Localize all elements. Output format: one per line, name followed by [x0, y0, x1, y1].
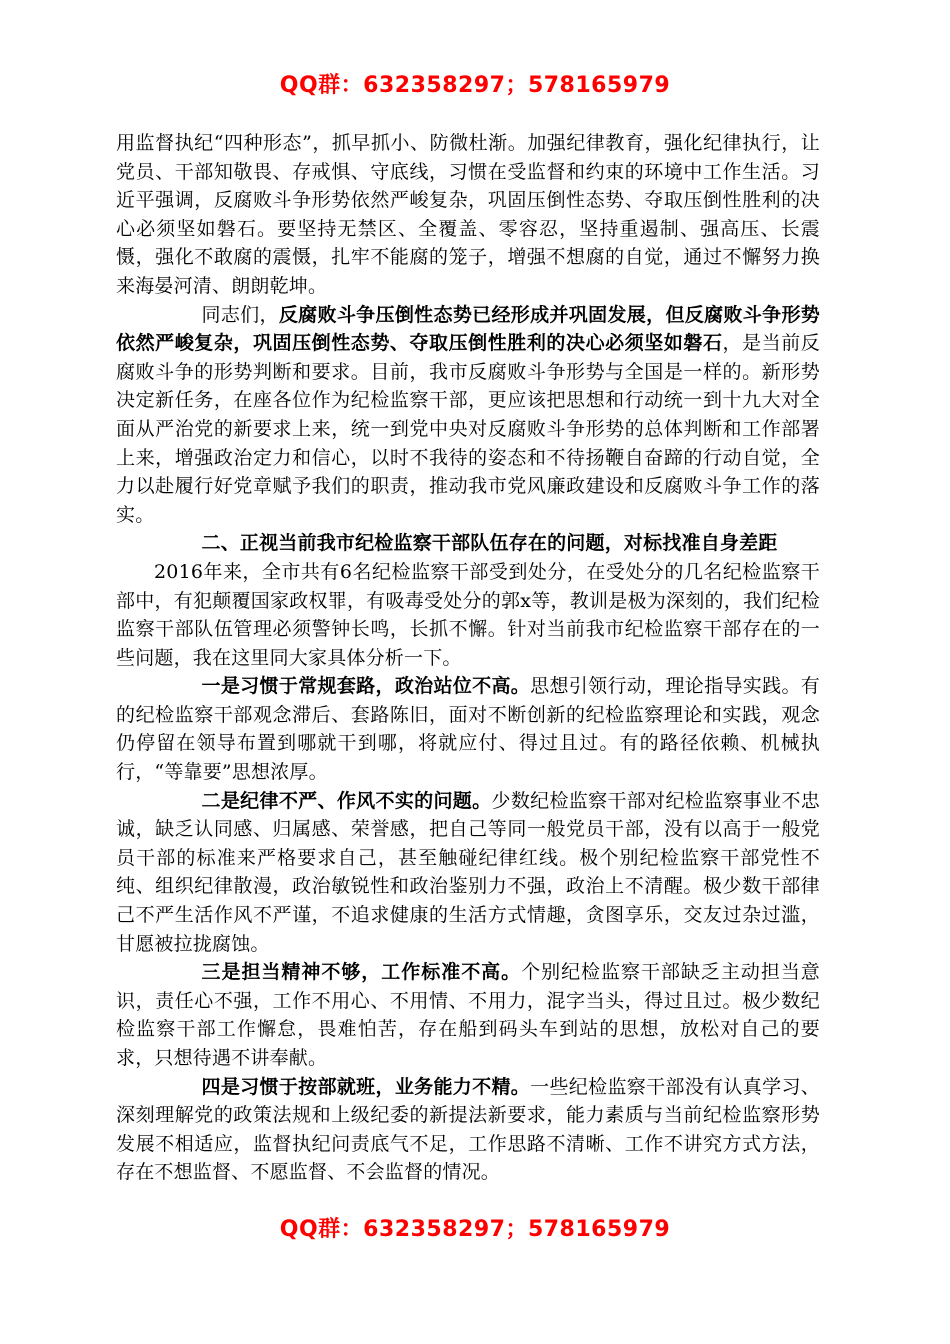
paragraph-1: 用监督执纪“四种形态”，抓早抓小、防微杜渐。加强纪律教育，强化纪律执行，让党员、干部知敬畏、存戒惧、守底线，习惯在受监督和约束的环境中工作生活。习近平强调，反腐败斗争形势依然严峻复杂，巩固压倒性态势、夺取压倒性胜利的决心必须坚如磐石。要坚持无禁区、全覆盖、零容忍，坚持重遏制、强高压、长震慑，强化不敢腐的震慑，扎牢不能腐的笼子，增强不想腐的自觉，通过不懈努力换来海晏河清、朗朗乾坤。: [116, 132, 820, 297]
point-4-body: 一些纪检监察干部没有认真学习、深刻理解党的政策法规和上级纪委的新提法新要求，能力素质与当前纪检监察形势发展不相适应，监督执纪问责底气不足，工作思路不清晰、工作不讲究方式方法，存在不想监督、不愿监督、不会监督的情况。: [116, 1075, 820, 1184]
paragraph-5: [116, 672, 820, 786]
paragraph-8: [116, 1073, 820, 1187]
point-3-heading: 三是担当精神不够，工作标准不高。: [201, 961, 522, 984]
header-qq-group: QQ群：632358297；578165979: [279, 73, 671, 98]
point-3-body: 个别纪检监察干部缺乏主动担当意识，责任心不强，工作不用心、不用情、不用力，混字当头，得过且过。极少数纪检监察干部工作懈怠，畏难怕苦，存在船到码头车到站的思想，放松对自己的要求，只想待遇不讲奉献。: [116, 961, 820, 1069]
paragraph-2-bold: 反腐败斗争压倒性态势已经形成并巩固发展，但反腐败斗争形势依然严峻复杂，巩固压倒性态势、夺取压倒性胜利的决心必须坚如磐石: [116, 303, 820, 355]
point-2-heading: 二是纪律不严、作风不实的问题。: [201, 789, 492, 812]
paragraph-4: 2016年来，全市共有6名纪检监察干部受到处分，在受处分的几名纪检监察干部中，有犯颠覆国家政权罪，有吸毒受处分的郭x等，教训是极为深刻的，我们纪检监察干部队伍管理必须警钟长鸣，长抓不懈。针对当前我市纪检监察干部存在的一些问题，我在这里同大家具体分析一下。: [116, 560, 820, 669]
point-1-heading: 一是习惯于常规套路，政治站位不高。: [201, 675, 531, 698]
document-body: [116, 129, 820, 1187]
point-1-body: 思想引领行动，理论指导实践。有的纪检监察干部观念滞后、套路陈旧，面对不断创新的纪检监察理论和实践，观念仍停留在领导布置到哪就干到哪，将就应付、得过且过。有的路径依赖、机械执行，“等靠要”思想浓厚。: [116, 675, 820, 784]
paragraph-2-rest: ，是当前反腐败斗争的形势判断和要求。目前，我市反腐败斗争形势与全国是一样的。新形势决定新任务，在座各位作为纪检监察干部，更应该把思想和行动统一到十九大对全面从严治党的新要求上来，统一到党中央对反腐败斗争形势的总体判断和工作部署上来，增强政治定力和信心，以时不我待的姿态和不待扬鞭自奋蹄的行动自觉，全力以赴履行好党章赋予我们的职责，推动我市党风廉政建设和反腐败斗争工作的落实。: [116, 332, 820, 526]
paragraph-7: [116, 958, 820, 1072]
footer-qq-group: QQ群：632358297；578165979: [279, 1217, 671, 1242]
paragraph-2: [116, 301, 820, 530]
point-2-body: 少数纪检监察干部对纪检监察事业不忠诚，缺乏认同感、归属感、荣誉感，把自己等同一般党员干部，没有以高于一般党员干部的标准来严格要求自己，甚至触碰纪律红线。极个别纪检监察干部党性不纯、组织纪律散漫，政治敏锐性和政治鉴别力不强，政治上不清醒。极少数干部律己不严生活作风不严谨，不追求健康的生活方式情趣，贪图享乐，交友过杂过滥，甘愿被拉拢腐蚀。: [116, 789, 820, 955]
section-heading-2: 二、正视当前我市纪检监察干部队伍存在的问题，对标找准自身差距: [201, 532, 778, 555]
point-4-heading: 四是习惯于按部就班，业务能力不精。: [201, 1075, 531, 1098]
paragraph-2-prefix: 同志们，: [201, 303, 279, 326]
paragraph-6: [116, 787, 820, 959]
